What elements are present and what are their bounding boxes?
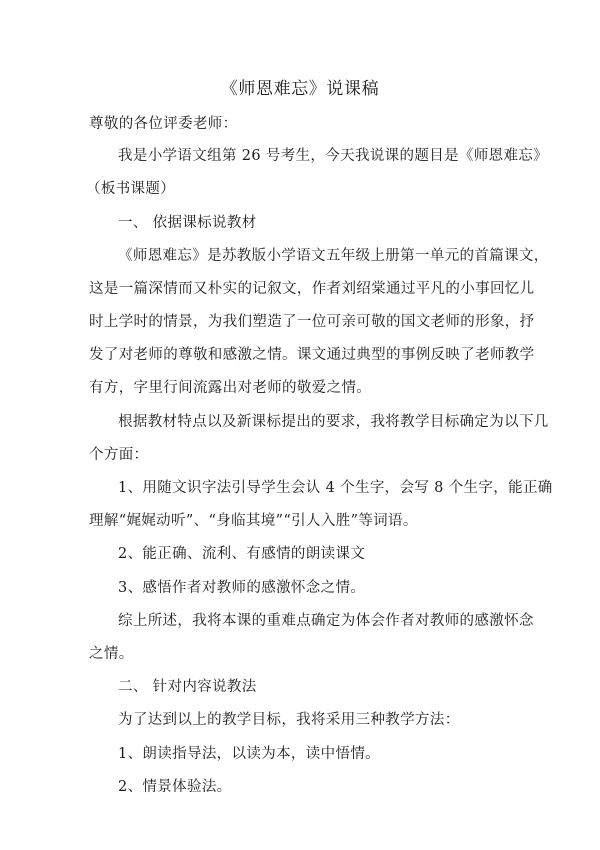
intro-line: 我是小学语文组第 26 号考生，今天我说课的题目是《师恩难忘》 <box>118 148 549 164</box>
paragraph-line: 《师恩难忘》是苏教版小学语文五年级上册第一单元的首篇课文， <box>118 248 549 264</box>
paragraph-line: 之情。 <box>89 646 134 662</box>
paragraph-line: 有方，字里行间流露出对老师的敬爱之情。 <box>89 380 372 396</box>
method-item: 1、朗读指导法，以读为本，读中悟情。 <box>118 746 381 762</box>
document-title: 《师恩难忘》说课稿 <box>220 79 380 99</box>
paragraph-line: 综上所述，我将本课的重难点确定为体会作者对教师的感激怀念 <box>118 613 534 629</box>
paragraph-line: 发了对老师的尊敬和感激之情。课文通过典型的事例反映了老师教学 <box>89 347 535 363</box>
intro-line: （板书课题） <box>86 181 176 197</box>
paragraph-line: 这是一篇深情而又朴实的记叙文，作者刘绍棠通过平凡的小事回忆儿 <box>89 281 535 297</box>
salutation: 尊敬的各位评委老师： <box>89 116 238 132</box>
paragraph-line: 根据教材特点以及新课标提出的要求，我将教学目标确定为以下几 <box>118 414 549 430</box>
goal-item: 1、用随文识字法引导学生会认 4 个生字，会写 8 个生字，能正确 <box>118 480 553 496</box>
method-item: 2、情景体验法。 <box>118 779 232 795</box>
goal-item: 3、感悟作者对教师的感激怀念之情。 <box>118 580 366 596</box>
goal-item: 2、能正确、流利、有感情的朗读课文 <box>118 546 366 562</box>
section-heading-2: 二、 针对内容说教法 <box>118 679 257 695</box>
goal-item: 理解“娓娓动听”、“身临其境”“引人入胜”等词语。 <box>89 513 418 529</box>
paragraph-line: 为了达到以上的教学目标，我将采用三种教学方法： <box>118 712 460 728</box>
section-heading-1: 一、 依据课标说教材 <box>118 215 257 231</box>
paragraph-line: 个方面： <box>89 447 149 463</box>
paragraph-line: 时上学时的情景，为我们塑造了一位可亲可敬的国文老师的形象，抒 <box>89 314 535 330</box>
